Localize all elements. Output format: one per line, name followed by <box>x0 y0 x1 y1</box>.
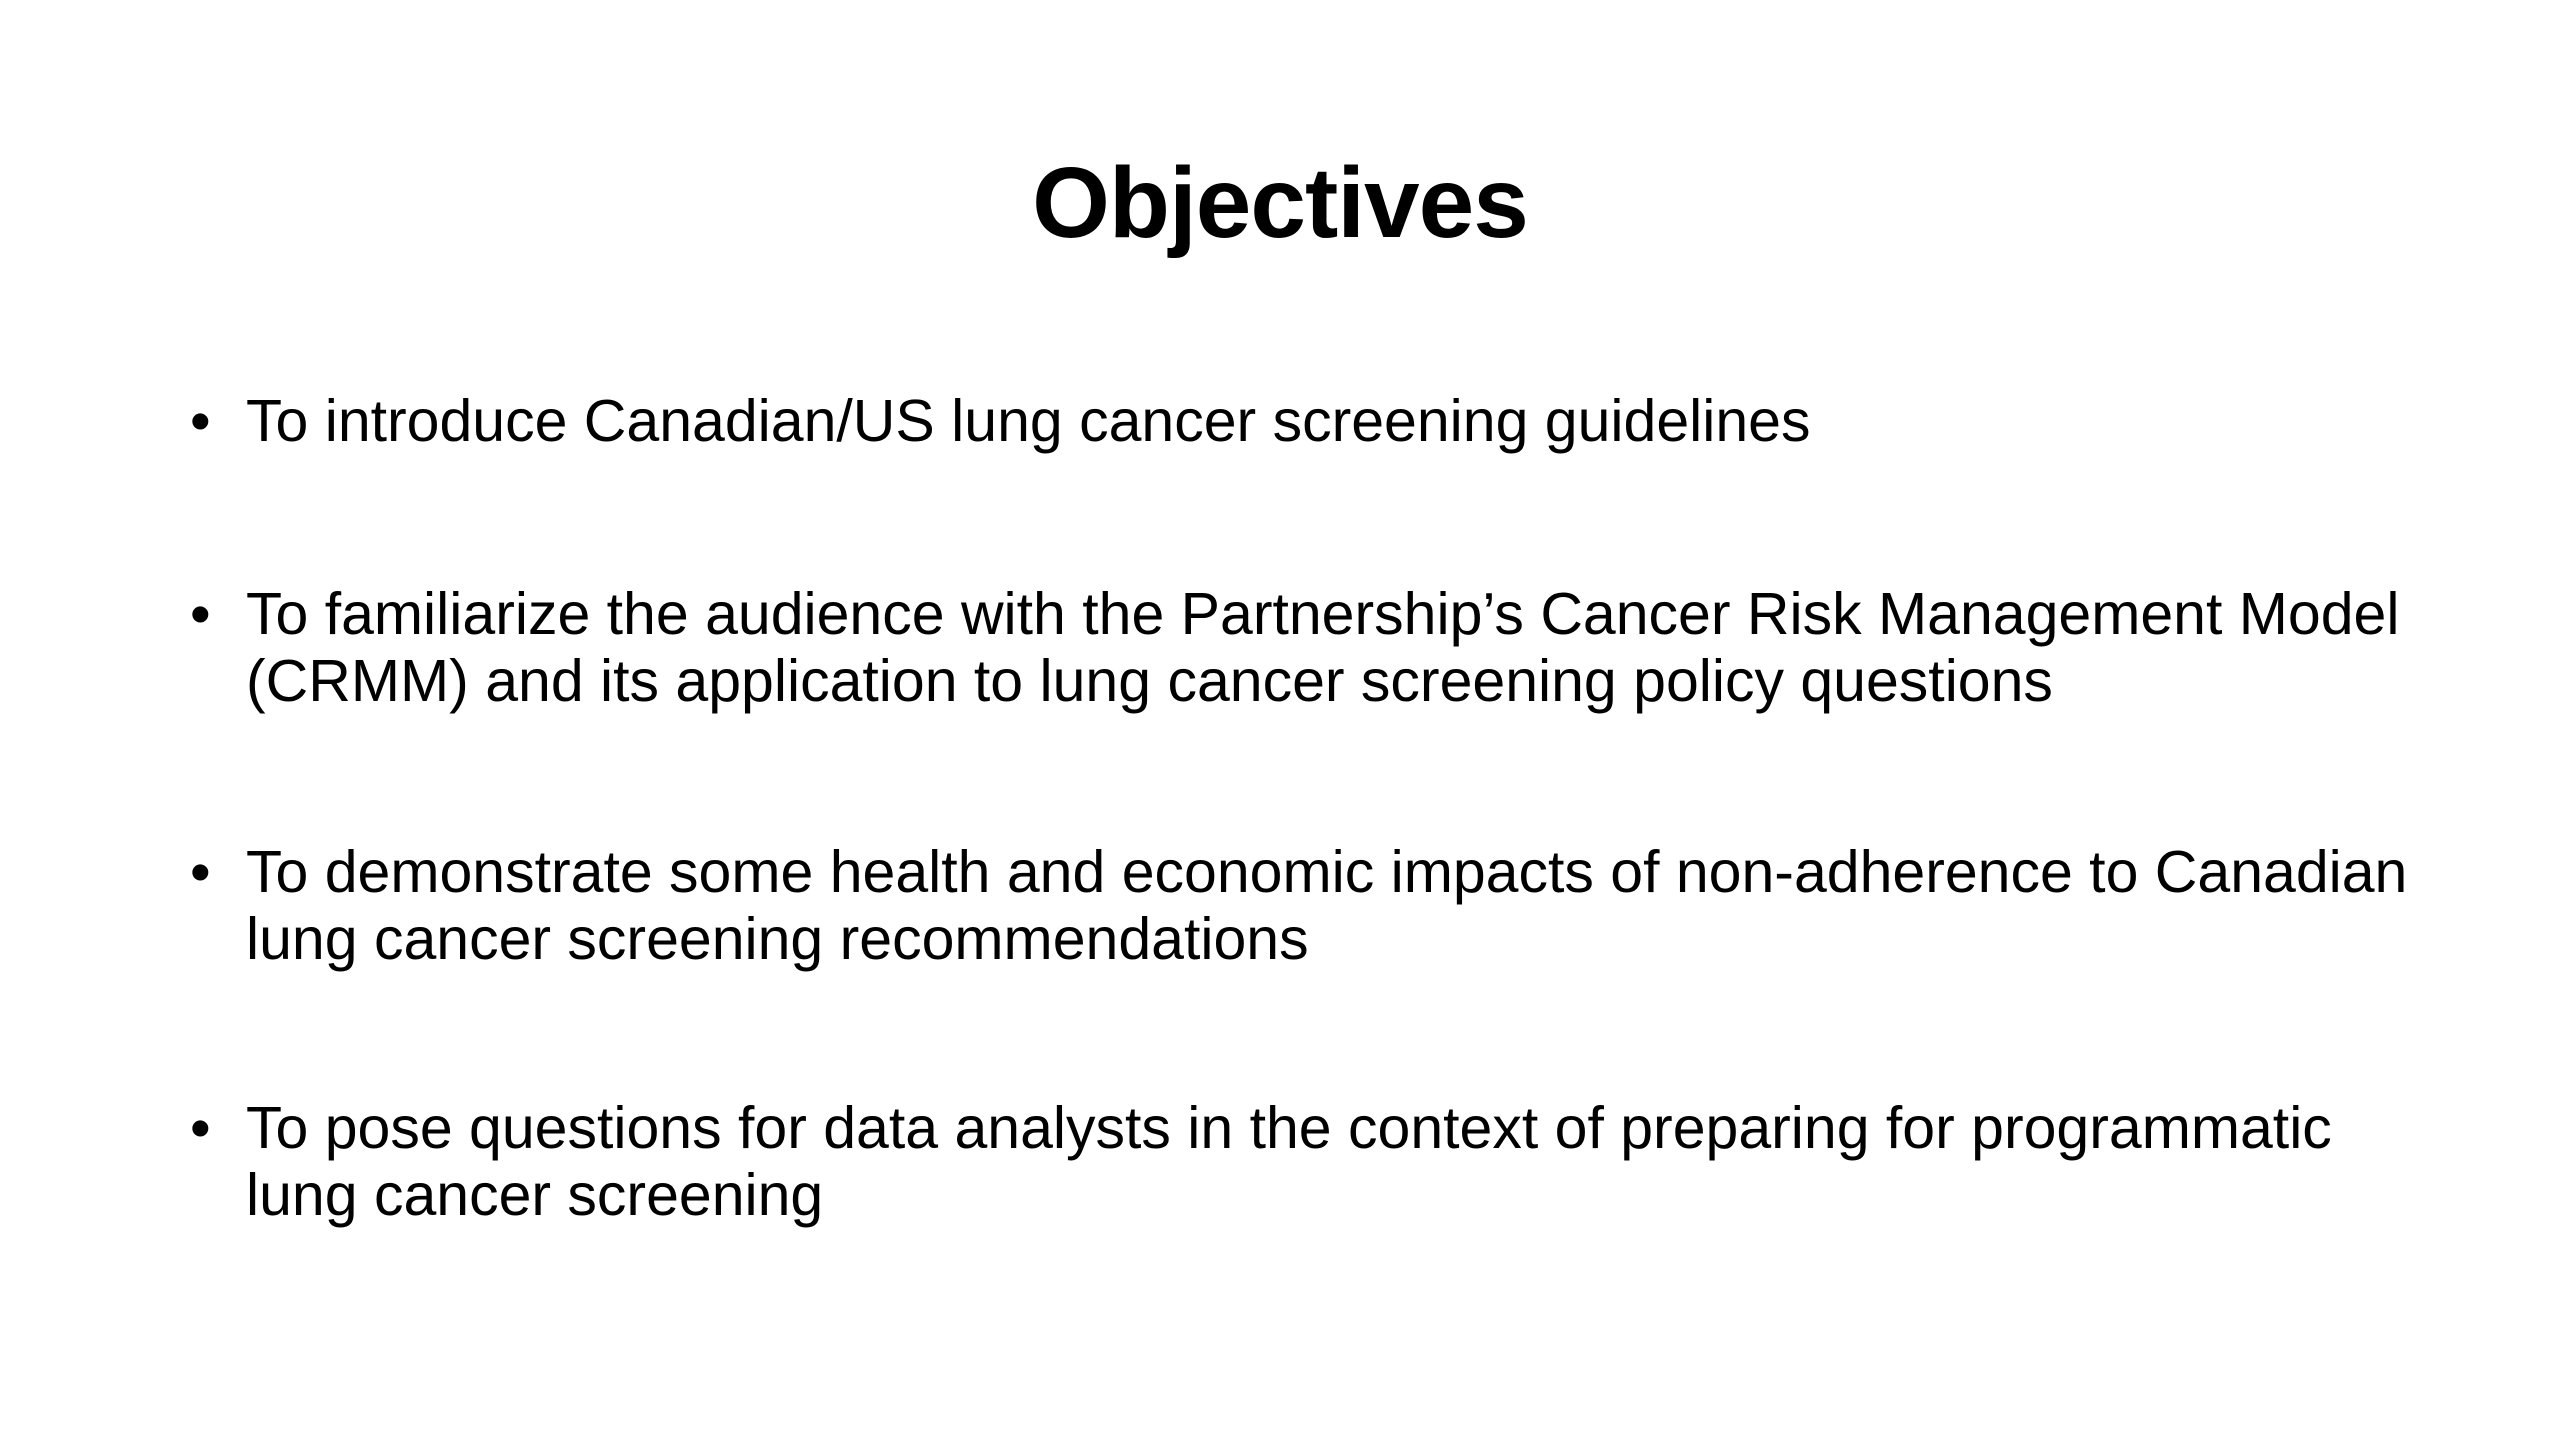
bullet-text: To familiarize the audience with the Partnership’s Cancer Risk Management Model (CRMM) and its application to lung cancer screening policy questions <box>246 581 2400 714</box>
slide-title: Objectives <box>1032 147 1528 259</box>
list-item <box>190 581 2430 715</box>
list-item <box>190 388 2430 455</box>
bullet-icon: • <box>190 581 211 647</box>
list-item <box>190 839 2430 973</box>
bullet-icon: • <box>190 839 211 905</box>
list-item <box>190 1095 2430 1229</box>
bullet-text: To introduce Canadian/US lung cancer screening guidelines <box>246 388 1811 454</box>
bullet-text: To pose questions for data analysts in the context of preparing for programmatic lung cancer screening <box>246 1095 2332 1228</box>
bullet-icon: • <box>190 1095 211 1161</box>
bullet-icon: • <box>190 388 211 454</box>
bullet-text: To demonstrate some health and economic impacts of non-adherence to Canadian lung cancer screening recommendations <box>246 839 2408 972</box>
objectives-list <box>190 388 2430 1355</box>
